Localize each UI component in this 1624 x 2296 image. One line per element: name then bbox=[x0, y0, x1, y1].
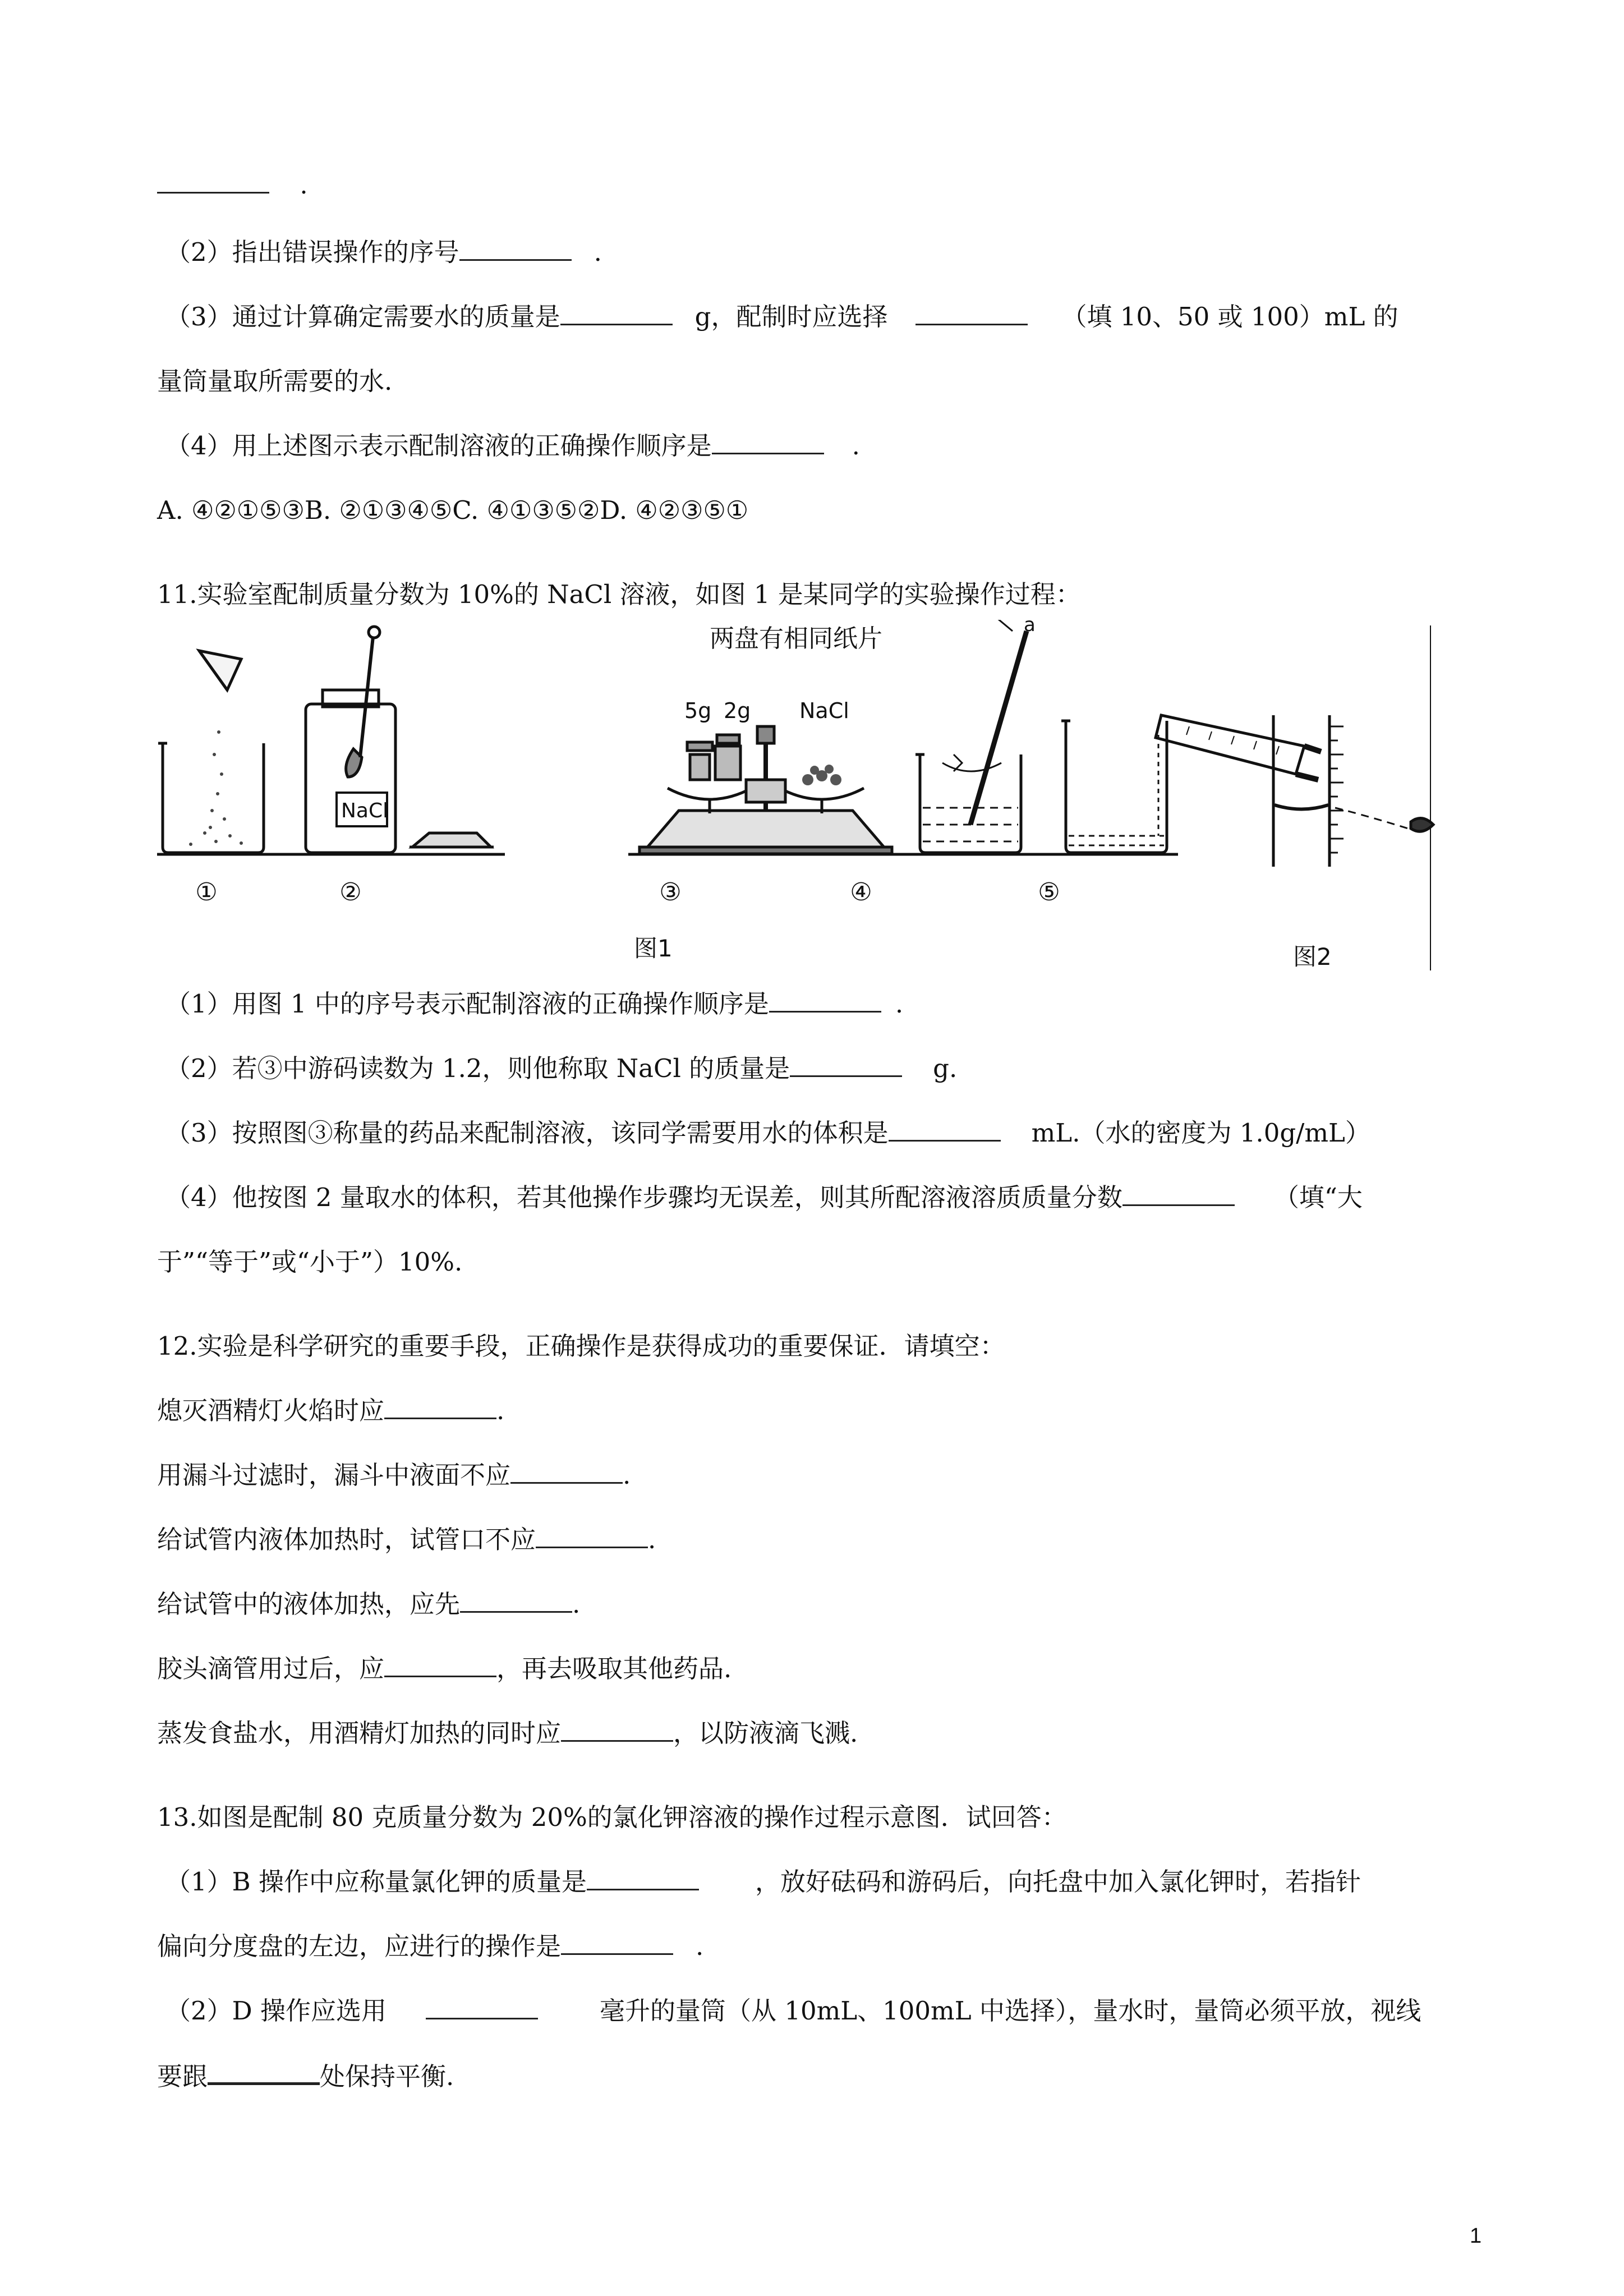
rod-label: a bbox=[1024, 620, 1036, 636]
answer-blank[interactable] bbox=[384, 1394, 496, 1419]
answer-blank[interactable] bbox=[208, 2059, 320, 2085]
q10-part4: （4）用上述图示表示配制溶液的正确操作顺序是 . bbox=[165, 429, 860, 463]
q12-line2: 用漏斗过滤时，漏斗中液面不应 . bbox=[157, 1458, 631, 1492]
step-label-4: ④ bbox=[850, 878, 872, 907]
q13-p1: （1）B 操作中应称量氯化钾的质量是 ，放好砝码和游码后，向托盘中加入氯化钾时，若指针 bbox=[165, 1865, 1361, 1899]
answer-blank[interactable] bbox=[561, 1717, 673, 1742]
q11-p4-cont: 于”“等于”或“小于”）10%. bbox=[157, 1247, 463, 1277]
page-number: 1 bbox=[1470, 2224, 1482, 2248]
q10-part3-cont: 量筒量取所需要的水. bbox=[157, 366, 393, 396]
pan-nacl-label: NaCl bbox=[799, 698, 849, 723]
q10-prev-tail: . bbox=[157, 168, 308, 202]
q10-part3: （3）通过计算确定需要水的质量是 g，配制时应选择 （填 10、50 或 100）mL 的 bbox=[165, 300, 1398, 334]
q13-p2-cont: 要跟 处保持平衡. bbox=[157, 2059, 454, 2093]
step-label-2: ② bbox=[339, 878, 362, 907]
answer-blank[interactable] bbox=[460, 1588, 572, 1613]
q10-part2: （2）指出错误操作的序号 . bbox=[165, 236, 602, 269]
q11-p1: （1）用图 1 中的序号表示配制溶液的正确操作顺序是 . bbox=[165, 987, 903, 1021]
fig2-caption: 图2 bbox=[1293, 943, 1332, 970]
q11-p4: （4）他按图 2 量取水的体积，若其他操作步骤均无误差，则其所配溶液溶质质量分数 （填“大 bbox=[165, 1181, 1363, 1214]
q11-p2: （2）若③中游码读数为 1.2，则他称取 NaCl 的质量是 g. bbox=[165, 1052, 957, 1085]
answer-blank[interactable] bbox=[790, 1052, 902, 1077]
answer-blank[interactable] bbox=[536, 1523, 648, 1548]
q12-stem: 12.实验是科学研究的重要手段，正确操作是获得成功的重要保证．请填空： bbox=[157, 1331, 1005, 1361]
step-label-1: ① bbox=[195, 878, 218, 907]
q12-line4: 给试管中的液体加热，应先 . bbox=[157, 1588, 580, 1621]
q12-line1: 熄灭酒精灯火焰时应 . bbox=[157, 1394, 504, 1428]
q13-p2: （2）D 操作应选用 毫升的量筒（从 10mL、100mL 中选择），量水时，量筒必须平放，视线 bbox=[165, 1994, 1421, 2028]
answer-blank[interactable] bbox=[510, 1458, 623, 1484]
weight-2g-label: 2g bbox=[724, 698, 751, 723]
answer-blank[interactable] bbox=[889, 1116, 1001, 1142]
answer-blank[interactable] bbox=[384, 1652, 496, 1677]
q11-figure bbox=[151, 620, 1453, 979]
q11-p3: （3）按照图③称量的药品来配制溶液，该同学需要用水的体积是 mL.（水的密度为 1.0g/mL） bbox=[165, 1116, 1370, 1150]
fig2-reading-icon bbox=[1273, 715, 1433, 867]
answer-blank[interactable] bbox=[1122, 1181, 1235, 1206]
q12-line3: 给试管内液体加热时，试管口不应 . bbox=[157, 1523, 656, 1557]
q13-stem: 13.如图是配制 80 克质量分数为 20%的氯化钾溶液的操作过程示意图．试回答： bbox=[157, 1802, 1067, 1832]
step5-pouring-icon bbox=[1061, 715, 1321, 853]
answer-blank[interactable] bbox=[561, 1930, 673, 1955]
answer-blank[interactable] bbox=[915, 300, 1028, 325]
answer-blank[interactable] bbox=[587, 1865, 699, 1890]
weight-5g-label: 5g bbox=[684, 698, 712, 723]
step-label-3: ③ bbox=[659, 878, 682, 907]
step2-bottle-icon bbox=[306, 627, 494, 853]
answer-blank[interactable] bbox=[560, 300, 673, 325]
step3-balance-icon bbox=[640, 726, 892, 854]
fig-header: 两盘有相同纸片 bbox=[710, 624, 882, 653]
answer-blank[interactable] bbox=[157, 168, 269, 194]
fig1-caption: 图1 bbox=[634, 935, 673, 962]
answer-blank[interactable] bbox=[712, 429, 824, 454]
answer-blank[interactable] bbox=[426, 1994, 538, 2019]
bottle-label: NaCl bbox=[341, 799, 389, 822]
answer-blank[interactable] bbox=[769, 987, 881, 1013]
q12-line6: 蒸发食盐水，用酒精灯加热的同时应 ，以防液滴飞溅. bbox=[157, 1717, 858, 1750]
step1-beaker-icon bbox=[158, 651, 264, 853]
step-label-5: ⑤ bbox=[1038, 878, 1060, 907]
answer-blank[interactable] bbox=[459, 236, 572, 261]
q12-line5: 胶头滴管用过后，应 ，再去吸取其他药品. bbox=[157, 1652, 732, 1686]
q13-p1-cont: 偏向分度盘的左边，应进行的操作是 . bbox=[157, 1930, 703, 1963]
step4-stirring-icon bbox=[915, 620, 1027, 853]
q11-stem: 11.实验室配制质量分数为 10%的 NaCl 溶液，如图 1 是某同学的实验操作过程： bbox=[157, 579, 1081, 609]
q10-options: A. ④②①⑤③B. ②①③④⑤C. ④①③⑤②D. ④②③⑤① bbox=[157, 495, 749, 525]
